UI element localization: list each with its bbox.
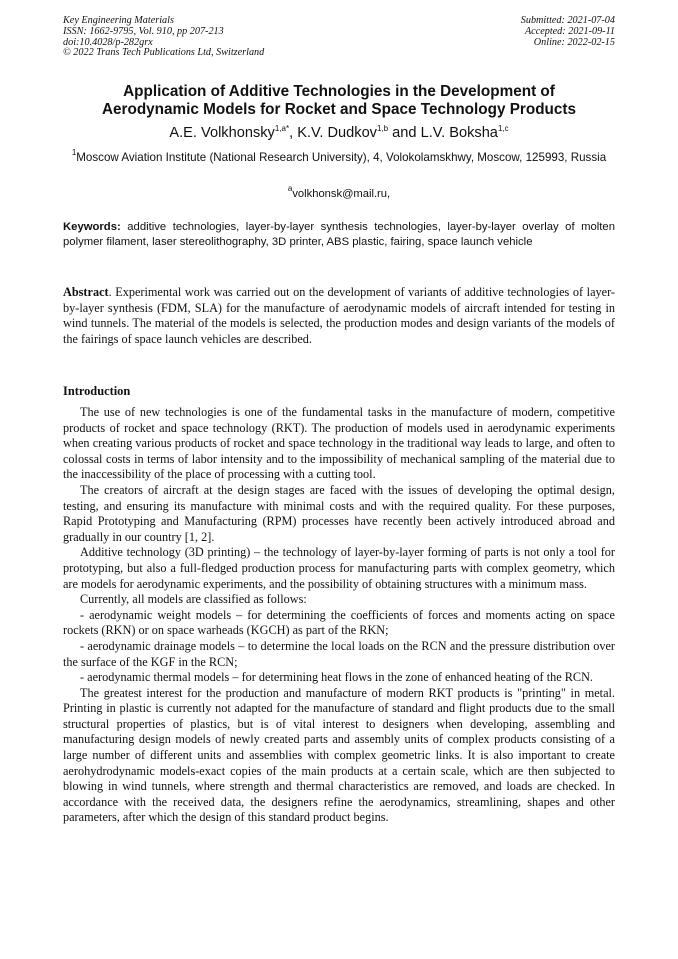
copyright-line: © 2022 Trans Tech Publications Ltd, Switzerland	[63, 47, 265, 59]
keywords-label: Keywords:	[63, 221, 121, 233]
keywords-text: additive technologies, layer-by-layer synthesis technologies, layer-by-layer overlay of molten polymer filament, laser stereolithography, 3D printer, ABS plastic, fairing, space launch vehicle	[63, 221, 615, 248]
online-date: Online: 2022-02-15	[533, 36, 615, 48]
paragraph: Additive technology (3D printing) – the technology of layer-by-layer forming of parts is not only a tool for prototyping, but also a full-fledged production process for manufacturing parts with complex geometry, which are models for aerodynamic experiments, and the possibility of obtaining structures with a minimum mass.	[63, 545, 615, 591]
submission-dates	[521, 16, 615, 48]
introduction-body	[63, 405, 615, 826]
author-affiliation-mark: 1,c	[497, 124, 509, 133]
author-affiliation-mark: 1,b	[376, 124, 389, 133]
author-email	[63, 184, 615, 201]
section-heading: Introduction	[63, 384, 131, 398]
abstract-block	[63, 285, 615, 347]
doi-line: doi:10.4028/p-282grx	[63, 36, 153, 48]
paper-title	[40, 83, 638, 119]
list-item: - aerodynamic weight models – for determining the coefficients of forces and moments acting on space rockets (RKN) or on space warheads (KGCH) as part of the RKN;	[63, 607, 615, 638]
issn-line: ISSN: 1662-9795, Vol. 910, pp 207-213	[63, 25, 224, 37]
abstract-label: Abstract	[63, 285, 109, 299]
paragraph: The greatest interest for the production and manufacture of modern RKT products is "printing" in metal. Printing in plastic is currently not adapted for the manufacture of standard and flight products due to the small structural properties of plastics, but is of vital interest to designers when developing, assembling and manufacturing design models of newly created parts and assembly units of complex products consisting of a large number of different units and assemblies with complex geometric links. It is also important to create aerohydrodynamic models-exact copies of the main products at a certain scale, which are then subjected to blowing in wind tunnels, where strength and thermal characteristics are removed, and loads are checked. In accordance with the received data, the designers refine the aerodynamics, streamlining, shapes and other parameters, after which the design of this standard product begins.	[63, 685, 615, 825]
affiliation	[63, 150, 615, 165]
author-separator: ,	[289, 125, 298, 141]
affiliation-text: Moscow Aviation Institute (National Research University), 4, Volokolamskhwy, Moscow, 125993, Russia	[76, 151, 607, 164]
journal-name: Key Engineering Materials	[63, 15, 174, 26]
author-separator: and	[388, 125, 421, 141]
keywords-block	[63, 220, 615, 250]
paragraph: The use of new technologies is one of the fundamental tasks in the manufacture of modern, competitive products of rocket and space technology (RKT). The production of models used in aerodynamic experiments when creating various products of rocket and space technology in the traditional way leads to large, and often to colossal costs in terms of labor intensity and to the impossibility of mechanical sampling of the material due to the inaccessibility of the place of processing with a cutting tool.	[63, 405, 615, 482]
author-name: K.V. Dudkov	[297, 125, 377, 141]
email-link[interactable]: volkhonsk@mail.ru,	[292, 188, 391, 200]
title-line: Application of Additive Technologies in the Development of	[123, 83, 555, 100]
accepted-date: Accepted: 2021-09-11	[524, 25, 615, 37]
author-list	[40, 124, 638, 142]
journal-info	[63, 16, 264, 59]
list-item: - aerodynamic drainage models – to determine the local loads on the RCN and the pressure distribution over the surface of the KGF in the RCN;	[63, 638, 615, 669]
author-affiliation-mark: 1,a*	[274, 124, 290, 133]
abstract-text: . Experimental work was carried out on the development of variants of additive technologies of layer-by-layer synthesis (FDM, SLA) for the manufacture of aerodynamic models of aircraft intended for testing in wind tunnels. The material of the models is selected, the production modes and design variants of the models of the fairings of space launch vehicles are described.	[63, 285, 615, 346]
paragraph: Currently, all models are classified as follows:	[80, 592, 307, 607]
list-item: - aerodynamic thermal models – for determining heat flows in the zone of enhanced heating of the RCN.	[80, 670, 593, 685]
submitted-date: Submitted: 2021-07-04	[520, 15, 615, 26]
title-line: Aerodynamic Models for Rocket and Space Technology Products	[101, 101, 577, 118]
affiliation-mark: 1	[71, 148, 77, 157]
author-name: L.V. Boksha	[420, 125, 498, 141]
author-name: A.E. Volkhonsky	[169, 125, 275, 141]
email-mark: a	[287, 184, 293, 193]
paragraph: The creators of aircraft at the design stages are faced with the issues of developing the optimal design, testing, and ensuring its manufacture with minimal costs and with the required quality. For these purposes, Rapid Prototyping and Manufacturing (RPM) processes have recently been actively introduced abroad and gradually in our country [1, 2].	[63, 482, 615, 544]
